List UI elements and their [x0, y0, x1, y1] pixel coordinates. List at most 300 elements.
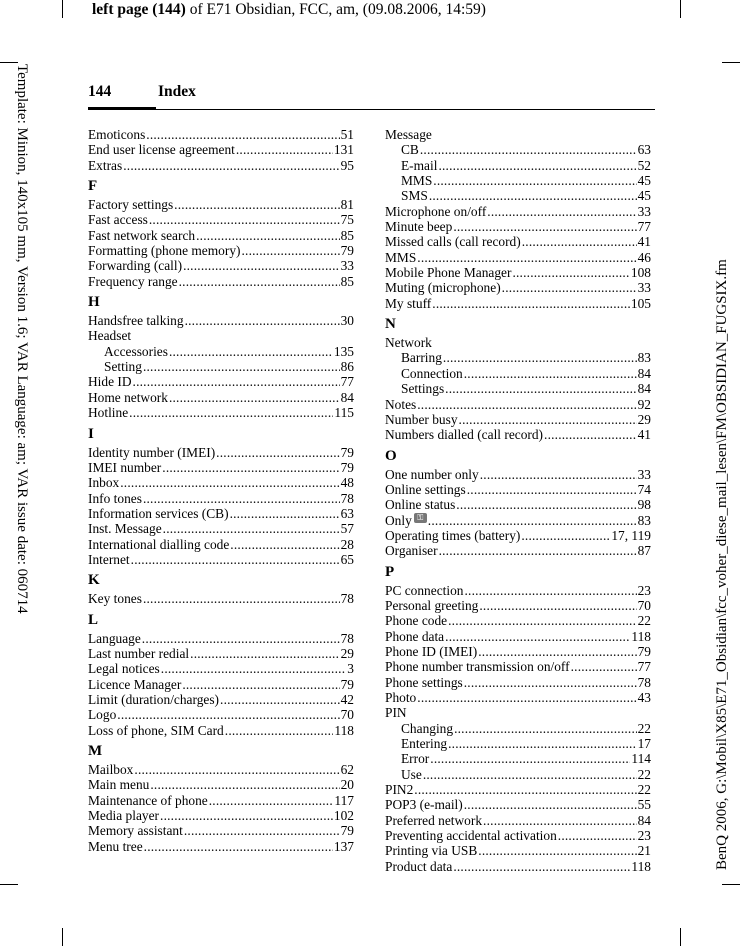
index-page-ref: 78 [637, 674, 651, 690]
index-page-ref: 118 [631, 858, 651, 874]
dot-leader [146, 127, 339, 142]
index-entry [385, 843, 651, 858]
index-page-ref: 22 [637, 613, 651, 629]
index-term: Internet [88, 551, 130, 567]
crop-mark [722, 62, 740, 63]
index-term: End user license agreement [88, 142, 235, 158]
index-page-ref: 23 [637, 828, 651, 844]
dot-leader [190, 646, 339, 661]
index-page-ref: 137 [333, 838, 354, 854]
index-letter-heading: I [88, 425, 94, 442]
index-entry [88, 158, 354, 173]
index-term: Formatting (phone memory) [88, 243, 241, 259]
index-page-ref: 86 [340, 359, 354, 375]
dot-leader [483, 813, 637, 828]
page-title: Index [158, 83, 196, 100]
index-page-ref: 22 [637, 782, 651, 798]
index-term: Connection [401, 365, 463, 381]
index-term: Legal notices [88, 661, 160, 677]
index-term: PC connection [385, 582, 464, 598]
index-term: Muting (microphone) [385, 280, 501, 296]
index-page-ref: 79 [340, 676, 354, 692]
side-template-note: Template: Minion, 140x105 mm, Version 1.6; VAR Language: am; VAR issue date: 060714 [14, 64, 30, 614]
index-group-heading [88, 328, 354, 343]
index-entry [385, 859, 651, 874]
index-term: Network [385, 335, 432, 351]
index-entry [385, 613, 651, 628]
dot-leader [160, 808, 333, 823]
index-term: Memory assistant [88, 823, 183, 839]
dot-leader [445, 629, 630, 644]
index-letter-heading: N [385, 316, 396, 333]
index-page-ref: 79 [340, 459, 354, 475]
dot-leader [429, 188, 637, 203]
dot-leader [464, 675, 637, 690]
index-term: Handsfree talking [88, 313, 184, 329]
index-page-ref: 70 [340, 707, 354, 723]
dot-leader [163, 521, 340, 536]
index-page-ref: 29 [340, 645, 354, 661]
index-entry [88, 591, 354, 606]
dot-leader [487, 204, 636, 219]
dot-leader [120, 475, 339, 490]
key-lock-icon: ⚿ [414, 513, 427, 523]
index-page-ref: 63 [637, 142, 651, 158]
index-term: MMS [401, 173, 433, 189]
index-entry [88, 692, 354, 707]
dot-leader [129, 405, 333, 420]
dot-leader [521, 528, 610, 543]
index-term: International dialling code [88, 536, 230, 552]
index-page-ref: 48 [340, 475, 354, 491]
index-term: Media player [88, 808, 160, 824]
index-term: Microphone on/off [385, 203, 487, 219]
dot-leader [420, 142, 637, 157]
print-header-bold: left page (144) [92, 1, 186, 18]
dot-leader [183, 258, 340, 273]
index-letter-heading: O [385, 447, 397, 464]
index-page-ref: 87 [637, 543, 651, 559]
index-page-ref: 41 [637, 234, 651, 250]
index-page-ref: 65 [340, 551, 354, 567]
index-entry [88, 445, 354, 460]
index-page-ref: 33 [637, 280, 651, 296]
index-term: Preferred network [385, 812, 483, 828]
index-entry [88, 537, 354, 552]
index-letter-heading: P [385, 563, 395, 580]
index-term: Phone code [385, 613, 448, 629]
index-entry [385, 427, 651, 442]
index-page-ref: 92 [637, 396, 651, 412]
index-subentry [385, 751, 651, 766]
index-term: Only [385, 512, 412, 528]
dot-leader [428, 513, 637, 528]
index-entry [88, 405, 354, 420]
crop-mark [62, 0, 63, 18]
index-entry [385, 234, 651, 249]
index-subentry [88, 344, 354, 359]
index-term: Fast access [88, 212, 148, 228]
dot-leader [443, 350, 637, 365]
index-subentry [385, 381, 651, 396]
dot-leader [143, 591, 340, 606]
index-term: Photo [385, 690, 417, 705]
index-entry [385, 690, 651, 705]
index-page-ref: 115 [334, 405, 354, 421]
index-page-ref: 79 [340, 444, 354, 460]
dot-leader [123, 158, 339, 173]
index-term: Online status [385, 497, 456, 513]
dot-leader [464, 797, 637, 812]
index-entry [385, 675, 651, 690]
dot-leader [478, 644, 636, 659]
index-page-ref: 63 [340, 505, 354, 521]
index-page-ref: 46 [637, 249, 651, 265]
index-term: Operating times (battery) [385, 527, 521, 543]
index-page-ref: 20 [340, 777, 354, 793]
index-page-ref: 43 [637, 690, 651, 705]
index-page-ref: 135 [333, 343, 354, 359]
index-term: Organiser [385, 543, 438, 559]
index-entry [385, 543, 651, 558]
index-term: Factory settings [88, 197, 174, 213]
print-header-rest: of E71 Obsidian, FCC, am, (09.08.2006, 14:59) [185, 1, 486, 18]
dot-leader [453, 859, 630, 874]
index-term: Changing [401, 720, 454, 736]
dot-leader [445, 381, 636, 396]
index-letter-heading: F [88, 178, 98, 195]
index-term: Hide ID [88, 374, 132, 390]
dot-leader [133, 374, 340, 389]
index-page-ref: 3 [347, 661, 354, 677]
crop-mark [680, 0, 681, 18]
index-group-heading [385, 335, 651, 350]
index-page-ref: 51 [340, 127, 354, 142]
dot-leader [571, 659, 637, 674]
index-page-ref: 77 [340, 374, 354, 390]
index-page-ref: 23 [637, 582, 651, 598]
dot-leader [230, 506, 340, 521]
index-page-ref: 105 [630, 295, 651, 311]
index-page-ref: 33 [637, 466, 651, 482]
index-page-ref: 84 [340, 389, 354, 405]
index-term: Extras [88, 157, 123, 173]
index-term: Number busy [385, 411, 458, 427]
index-entry [385, 583, 651, 598]
index-entry [88, 631, 354, 646]
index-term: Language [88, 630, 141, 646]
dot-leader [161, 661, 347, 676]
dot-leader [169, 344, 333, 359]
dot-leader [439, 543, 637, 558]
index-term: My stuff [385, 295, 432, 311]
dot-leader [225, 723, 334, 738]
index-page-ref: 70 [637, 597, 651, 613]
index-page-ref: 117 [334, 792, 354, 808]
index-term: CB [401, 142, 419, 158]
dot-leader [236, 142, 333, 157]
index-term: One number only [385, 466, 479, 482]
index-page-ref: 79 [340, 823, 354, 839]
index-entry [88, 313, 354, 328]
dot-leader [480, 467, 637, 482]
index-entry [385, 659, 651, 674]
index-entry [385, 482, 651, 497]
index-entry [385, 467, 651, 482]
index-entry [88, 661, 354, 676]
index-entry [88, 552, 354, 567]
dot-leader [220, 692, 340, 707]
index-entry [88, 460, 354, 475]
dot-leader [117, 707, 339, 722]
index-subentry [385, 366, 651, 381]
index-page-ref: 42 [340, 691, 354, 707]
index-page-ref: 45 [637, 173, 651, 189]
index-term: Preventing accidental activation [385, 828, 557, 844]
index-term: Limit (duration/charges) [88, 691, 220, 707]
index-entry [385, 250, 651, 265]
index-page-ref: 74 [637, 481, 651, 497]
index-page-ref: 78 [340, 630, 354, 646]
index-entry [88, 491, 354, 506]
index-page-ref: 114 [631, 751, 651, 767]
dot-leader [134, 762, 339, 777]
index-page-ref: 62 [340, 762, 354, 777]
index-term: Minute beep [385, 219, 453, 235]
index-page-ref: 102 [333, 808, 354, 824]
index-page-ref: 45 [637, 188, 651, 204]
index-letter-heading: H [88, 294, 100, 311]
index-column-left [88, 127, 354, 854]
index-term: Home network [88, 389, 168, 405]
index-entry [88, 777, 354, 792]
page-number: 144 [88, 83, 112, 100]
index-term: Menu tree [88, 838, 143, 854]
crop-mark [722, 884, 740, 885]
dot-leader [438, 158, 636, 173]
index-term: Use [401, 766, 422, 782]
index-term: Emoticons [88, 127, 146, 142]
dot-leader [544, 427, 637, 442]
index-term: Phone settings [385, 674, 463, 690]
crop-mark [0, 884, 18, 885]
index-page-ref: 21 [637, 843, 651, 859]
index-entry [88, 707, 354, 722]
index-page-ref: 131 [333, 142, 354, 158]
dot-leader [448, 613, 637, 628]
crop-mark [680, 928, 681, 946]
print-header [92, 1, 486, 19]
index-term: Last number redial [88, 645, 190, 661]
index-subentry [385, 158, 651, 173]
index-term: Main menu [88, 777, 150, 793]
index-group-heading [385, 127, 651, 142]
index-subentry [385, 721, 651, 736]
index-entry [88, 677, 354, 692]
dot-leader [131, 552, 340, 567]
dot-leader [184, 823, 340, 838]
index-group-heading [385, 705, 651, 720]
dot-leader [464, 366, 637, 381]
index-term: Personal greeting [385, 597, 479, 613]
index-page-ref: 17 [637, 736, 651, 752]
index-entry [385, 412, 651, 427]
dot-leader [453, 219, 636, 234]
index-term: Mobile Phone Manager [385, 265, 512, 281]
index-page-ref: 75 [340, 212, 354, 228]
index-entry [385, 629, 651, 644]
index-term: Error [401, 751, 430, 767]
dot-leader [417, 397, 636, 412]
dot-leader [430, 751, 630, 766]
index-term: Headset [88, 328, 132, 344]
index-page-ref: 98 [637, 497, 651, 513]
index-page-ref: 85 [340, 273, 354, 289]
index-entry [385, 813, 651, 828]
index-term: POP3 (e-mail) [385, 797, 463, 813]
index-term: E-mail [401, 157, 438, 173]
index-term: Numbers dialled (call record) [385, 427, 544, 443]
index-term: IMEI number [88, 459, 162, 475]
index-page-ref: 95 [340, 157, 354, 173]
index-page-ref: 78 [340, 591, 354, 607]
index-page-ref: 79 [637, 643, 651, 659]
dot-leader [149, 212, 340, 227]
dot-leader [143, 491, 340, 506]
index-page-ref: 22 [637, 720, 651, 736]
index-term: Setting [104, 359, 142, 375]
crop-mark [0, 62, 18, 63]
index-entry [88, 374, 354, 389]
dot-leader [179, 274, 340, 289]
dot-leader [417, 690, 636, 705]
index-page-ref: 28 [340, 536, 354, 552]
index-term: Phone data [385, 628, 445, 644]
index-page-ref: 84 [637, 381, 651, 397]
dot-leader [144, 839, 333, 854]
index-entry [88, 197, 354, 212]
crop-mark [62, 928, 63, 946]
side-file-path: BenQ 2006, G:\Mobil\X85\E71_Obsidian\fcc_voher_diese_mail_lesen\FM\OBSIDIAN_FUGSIX.fm [714, 259, 730, 870]
index-entry [88, 839, 354, 854]
dot-leader [209, 793, 334, 808]
dot-leader [512, 265, 629, 280]
index-page-ref: 52 [637, 157, 651, 173]
index-term: Info tones [88, 490, 142, 506]
index-subentry [385, 142, 651, 157]
index-term: Product data [385, 858, 453, 874]
dot-leader [433, 173, 636, 188]
index-page-ref: 57 [340, 521, 354, 537]
index-entry [385, 296, 651, 311]
index-entry [88, 142, 354, 157]
index-term: Maintenance of phone [88, 792, 208, 808]
index-subentry [385, 173, 651, 188]
index-page-ref: 30 [340, 313, 354, 329]
index-term: Frequency range [88, 273, 178, 289]
index-term: Hotline [88, 405, 129, 421]
index-entry [385, 219, 651, 234]
index-entry [88, 823, 354, 838]
index-entry [385, 782, 651, 797]
index-term: Notes [385, 396, 417, 412]
index-term: Phone number transmission on/off [385, 659, 570, 675]
index-entry [385, 513, 651, 528]
index-term: MMS [385, 249, 417, 265]
dot-leader [522, 234, 637, 249]
index-entry [88, 521, 354, 536]
dot-leader [478, 843, 636, 858]
index-subentry [385, 736, 651, 751]
index-term: Entering [401, 736, 448, 752]
index-entry [385, 644, 651, 659]
index-entry [88, 793, 354, 808]
index-page-ref: 108 [630, 265, 651, 281]
index-term: Accessories [104, 343, 168, 359]
index-page-ref: 29 [637, 411, 651, 427]
index-term: Logo [88, 707, 117, 723]
index-entry [88, 212, 354, 227]
index-entry [88, 506, 354, 521]
index-subentry [88, 359, 354, 374]
dot-leader [464, 583, 636, 598]
dot-leader [414, 782, 636, 797]
index-page-ref: 84 [637, 365, 651, 381]
dot-leader [454, 721, 637, 736]
index-term: Identity number (IMEI) [88, 444, 216, 460]
index-page-ref: 22 [637, 766, 651, 782]
index-term: PIN2 [385, 782, 414, 798]
dot-leader [174, 197, 339, 212]
index-term: Licence Manager [88, 676, 182, 692]
dot-leader [230, 537, 339, 552]
index-subentry [385, 188, 651, 203]
index-term: Missed calls (call record) [385, 234, 521, 250]
index-term: SMS [401, 188, 428, 204]
dot-leader [143, 359, 340, 374]
dot-leader [432, 296, 630, 311]
index-page-ref: 83 [637, 350, 651, 366]
index-entry [88, 723, 354, 738]
index-term: Mailbox [88, 762, 134, 777]
index-column-right [385, 127, 651, 874]
dot-leader [417, 250, 636, 265]
index-entry [88, 475, 354, 490]
index-term: Printing via USB [385, 843, 478, 859]
index-page-ref: 41 [637, 427, 651, 443]
index-entry [385, 497, 651, 512]
index-entry [385, 528, 651, 543]
index-term: Information services (CB) [88, 505, 229, 521]
index-entry [88, 258, 354, 273]
index-page-ref: 118 [334, 722, 354, 738]
dot-leader [241, 243, 339, 258]
index-entry [385, 280, 651, 295]
index-term: Key tones [88, 591, 142, 607]
index-entry [385, 204, 651, 219]
index-entry [88, 390, 354, 405]
index-term: Message [385, 127, 432, 142]
index-entry [88, 243, 354, 258]
dot-leader [150, 777, 339, 792]
index-entry [385, 797, 651, 812]
index-letter-heading: K [88, 572, 100, 589]
dot-leader [448, 736, 637, 751]
index-term: Barring [401, 350, 442, 366]
index-entry [88, 127, 354, 142]
index-entry [385, 828, 651, 843]
dot-leader [479, 598, 636, 613]
